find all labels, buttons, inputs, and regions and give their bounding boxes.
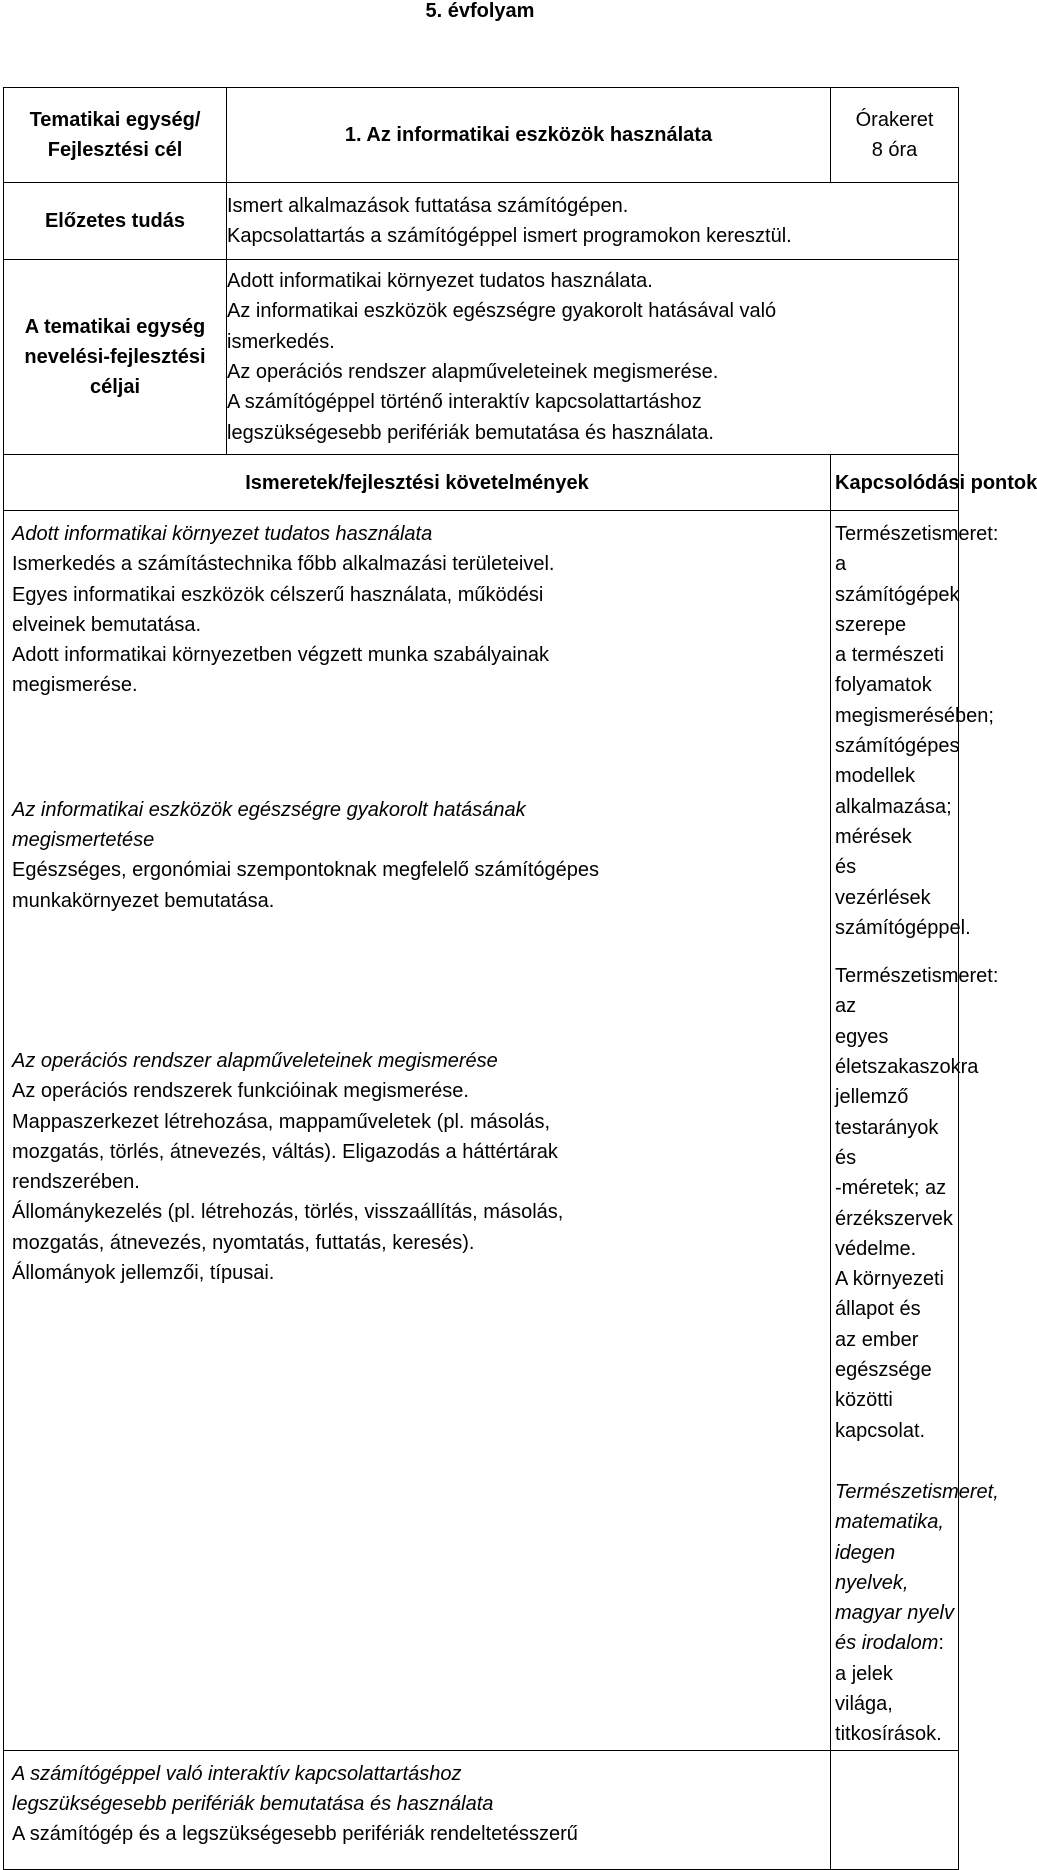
goals-row	[4, 260, 959, 455]
goals-line: Adott informatikai környezet tudatos használata.	[227, 270, 653, 293]
connection-subject: és irodalom	[835, 1632, 939, 1655]
connection-line: és vezérlések	[835, 856, 931, 909]
connection-nature-health	[835, 961, 999, 1446]
section-line: Egyes informatikai eszközök célszerű használata, működési	[12, 583, 544, 606]
section-line: Adott informatikai környezetben végzett munka szabályainak	[12, 644, 549, 667]
connection-sep: : az	[835, 965, 999, 1018]
section-title: Az informatikai eszközök egészségre gyakorolt hatásának	[12, 798, 526, 821]
prior-row	[4, 183, 959, 260]
connection-line: matematika, idegen	[835, 1511, 944, 1564]
prior-line: Ismert alkalmazások futtatása számítógépen.	[227, 194, 629, 217]
section-line: Egészséges, ergonómiai szempontoknak megfelelő számítógépes	[12, 859, 599, 882]
goals-content	[227, 260, 959, 455]
section-line: Ismerkedés a számítástechnika főbb alkalmazási területeivel.	[12, 553, 555, 576]
unit-title-cell	[227, 88, 831, 183]
section-line: Állományok jellemzői, típusai.	[12, 1262, 275, 1285]
prior-label-cell	[4, 183, 227, 260]
connection-nature-computers	[835, 519, 999, 943]
goals-label-cell	[4, 260, 227, 455]
connections-header-text: Kapcsolódási pontok	[835, 471, 1037, 494]
requirements-header	[4, 455, 831, 511]
header-row	[4, 88, 959, 183]
unit-label-line: Fejlesztési cél	[47, 139, 183, 161]
connection-line: jellemző testarányok és	[835, 1086, 939, 1169]
section-title: Az operációs rendszer alapműveleteinek megismerése	[12, 1049, 498, 1072]
column-header-row	[4, 455, 959, 511]
connection-multi-subject	[835, 1477, 999, 1750]
section-line: rendszerében.	[12, 1171, 140, 1194]
section-line: Állománykezelés (pl. létrehozás, törlés, visszaállítás, másolás,	[12, 1201, 564, 1224]
section-line: munkakörnyezet bemutatása.	[12, 889, 275, 912]
connections-cell-last	[831, 1750, 959, 1869]
connection-line: Természetismeret,	[835, 1480, 999, 1503]
section-os	[12, 1046, 826, 1288]
connection-line: -méretek; az	[835, 1177, 947, 1200]
content-row	[4, 511, 959, 1751]
connection-sep: : a	[835, 523, 999, 576]
hours-cell	[831, 88, 959, 183]
section-health	[12, 795, 826, 916]
connection-line: érzékszervek védelme.	[835, 1207, 953, 1260]
section-title: legszükségesebb perifériák bemutatása és használata	[12, 1792, 494, 1815]
goals-line: A számítógéppel történő interaktív kapcsolattartáshoz	[227, 391, 702, 414]
unit-label-line: Tematikai egység/	[29, 109, 201, 131]
requirements-cell	[4, 511, 831, 1751]
goals-label-line: nevelési-fejlesztési	[24, 346, 206, 368]
connection-line: számítógéppel.	[835, 916, 971, 939]
prior-content	[227, 183, 959, 260]
connections-cell	[831, 511, 999, 1751]
connections-header	[831, 455, 1037, 511]
connection-line: folyamatok	[835, 674, 932, 697]
section-title: Adott informatikai környezet tudatos használata	[12, 523, 433, 545]
content-row-last	[4, 1750, 959, 1869]
page-title: 5. évfolyam	[425, 0, 535, 22]
goals-line: Az informatikai eszközök egészségre gyakorolt hatásával való	[227, 300, 777, 323]
section-line: mozgatás, törlés, átnevezés, váltás). Eligazodás a háttértárak	[12, 1140, 558, 1163]
section-line: A számítógép és a legszükségesebb perifériák rendeltetésszerű	[12, 1823, 578, 1846]
connection-line: alkalmazása; mérések	[835, 795, 952, 848]
hours-label: Órakeret	[855, 109, 934, 131]
unit-label-cell	[4, 88, 227, 183]
goals-line: ismerkedés.	[227, 330, 335, 353]
goals-line: legszükségesebb perifériák bemutatása és használata.	[227, 421, 714, 444]
connection-line: számítógépek szerepe	[835, 583, 960, 636]
section-title: A számítógéppel való interaktív kapcsolattartáshoz	[12, 1762, 462, 1785]
curriculum-table	[3, 87, 1037, 1870]
section-line: megismerése.	[12, 674, 138, 697]
requirements-cell-last	[4, 1750, 831, 1869]
section-title: megismertetése	[12, 829, 155, 852]
connection-line: világa, titkosírások.	[835, 1692, 942, 1746]
connection-line: megismerésében;	[835, 704, 994, 727]
connection-line: A környezeti állapot és	[835, 1268, 944, 1321]
connection-subject: Természetismeret	[835, 965, 993, 988]
section-line: mozgatás, átnevezés, nyomtatás, futtatás, keresés).	[12, 1231, 475, 1254]
connection-line: a természeti	[835, 644, 944, 667]
connection-line: egyes életszakaszokra	[835, 1025, 979, 1079]
unit-title: 1. Az informatikai eszközök használata	[344, 124, 713, 146]
prior-line: Kapcsolattartás a számítógéppel ismert programokon keresztül.	[227, 225, 792, 247]
section-line: Mappaszerkezet létrehozása, mappaműveletek (pl. másolás,	[12, 1110, 551, 1133]
goals-line: Az operációs rendszer alapműveleteinek megismerése.	[227, 361, 719, 383]
requirements-header-text: Ismeretek/fejlesztési követelmények	[245, 471, 589, 494]
goals-label-line: céljai	[89, 376, 141, 398]
prior-label: Előzetes tudás	[44, 210, 186, 232]
connection-line: az ember egészsége	[835, 1328, 932, 1382]
connection-line: számítógépes modellek	[835, 735, 960, 788]
hours-value: 8 óra	[871, 139, 918, 161]
section-line: Az operációs rendszerek funkcióinak megismerése.	[12, 1080, 469, 1103]
connection-line: közötti kapcsolat.	[835, 1389, 926, 1442]
goals-label-line: A tematikai egység	[24, 316, 206, 338]
connection-line: nyelvek, magyar nyelv	[835, 1571, 954, 1625]
connection-sep: : a jelek	[835, 1632, 944, 1685]
connection-subject: Természetismeret	[835, 523, 993, 545]
section-line: elveinek bemutatása.	[12, 613, 202, 636]
section-environment	[12, 519, 826, 701]
